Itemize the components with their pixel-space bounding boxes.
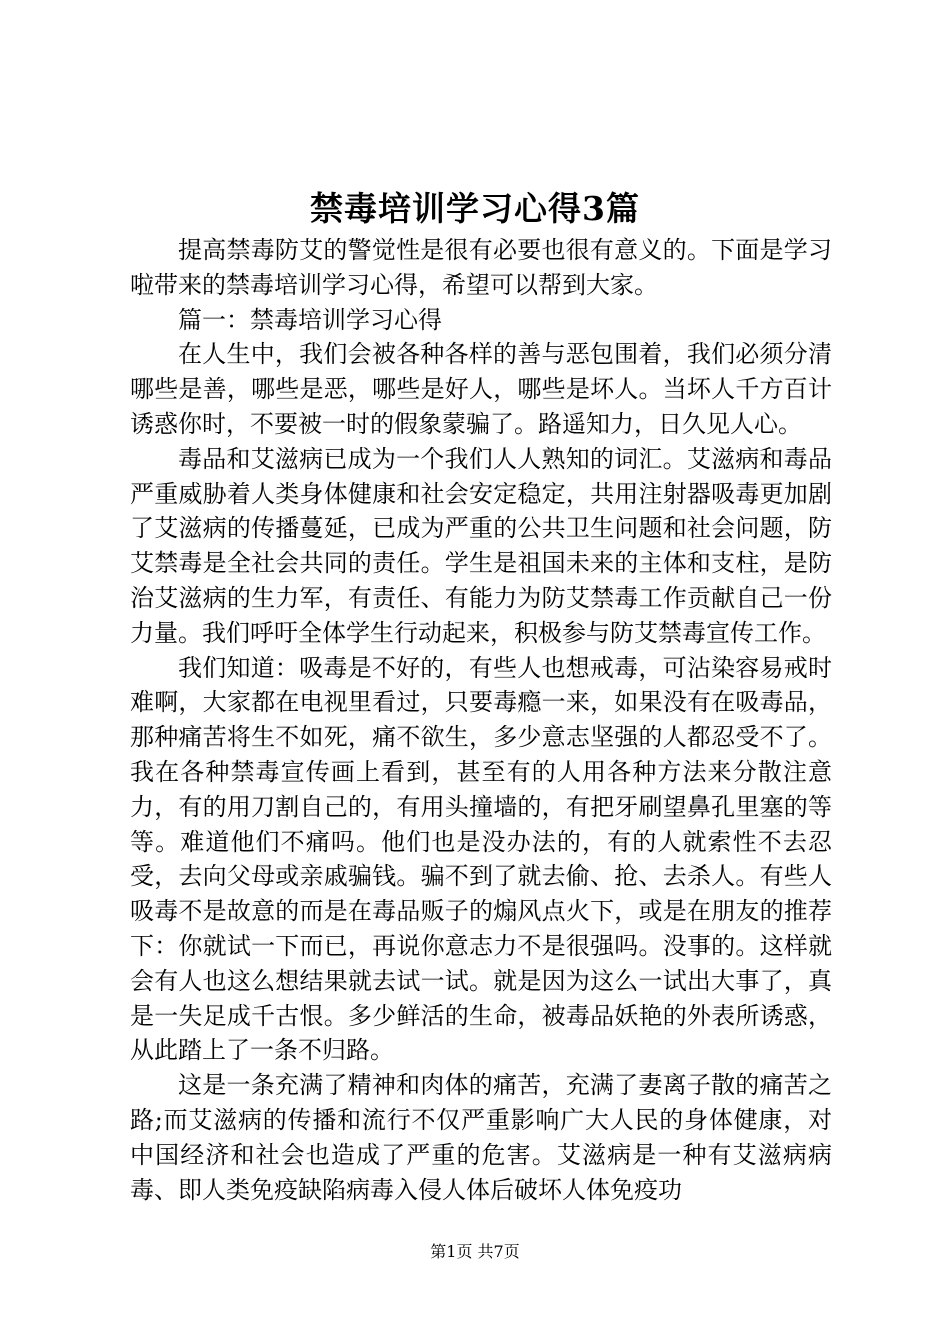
intro-paragraph: 提高禁毒防艾的警觉性是很有必要也很有意义的。下面是学习啦带来的禁毒培训学习心得，希望可以帮到大家。 xyxy=(130,236,832,299)
body-paragraph: 在人生中，我们会被各种各样的善与恶包围着，我们必须分清哪些是善，哪些是恶，哪些是好人，哪些是坏人。当坏人千方百计诱惑你时，不要被一时的假象蒙骗了。路遥知力，日久见人心。 xyxy=(130,340,832,438)
section-heading: 篇一：禁毒培训学习心得 xyxy=(178,305,442,334)
body-paragraph: 我们知道：吸毒是不好的，有些人也想戒毒，可沾染容易戒时难啊，大家都在电视里看过，只要毒瘾一来，如果没有在吸毒品，那种痛苦将生不如死，痛不欲生，多少意志坚强的人都忍受不了。我在各种禁毒宣传画上看到，甚至有的人用各种方法来分散注意力，有的用刀割自己的，有用头撞墙的，有把牙刷望鼻孔里塞的等等。难道他们不痛吗。他们也是没办法的，有的人就索性不去忍受，去向父母或亲戚骗钱。骗不到了就去偷、抢、去杀人。有些人吸毒不是故意的而是在毒品贩子的煽风点火下，或是在朋友的推荐下：你就试一下而已，再说你意志力不是很强吗。没事的。这样就会有人也这么想结果就去试一试。就是因为这么一试出大事了，真是一失足成千古恨。多少鲜活的生命，被毒品妖艳的外表所诱惑，从此踏上了一条不归路。 xyxy=(130,653,832,1065)
document-title: 禁毒培训学习心得3篇 xyxy=(310,189,640,228)
document-body xyxy=(130,233,832,1207)
body-paragraph: 这是一条充满了精神和肉体的痛苦，充满了妻离子散的痛苦之路;而艾滋病的传播和流行不仅严重影响广大人民的身体健康，对中国经济和社会也造成了严重的危害。艾滋病是一种有艾滋病病毒、即人类免疫缺陷病毒入侵人体后破坏人体免疫功 xyxy=(130,1071,832,1204)
page-footer: 第1页 共7页 xyxy=(430,1242,520,1261)
body-paragraph: 毒品和艾滋病已成为一个我们人人熟知的词汇。艾滋病和毒品严重威胁着人类身体健康和社会安定稳定，共用注射器吸毒更加剧了艾滋病的传播蔓延，已成为严重的公共卫生问题和社会问题，防艾禁毒是全社会共同的责任。学生是祖国未来的主体和支柱，是防治艾滋病的生力军，有责任、有能力为防艾禁毒工作贡献自己一份力量。我们呼吁全体学生行动起来，积极参与防艾禁毒宣传工作。 xyxy=(130,444,832,647)
